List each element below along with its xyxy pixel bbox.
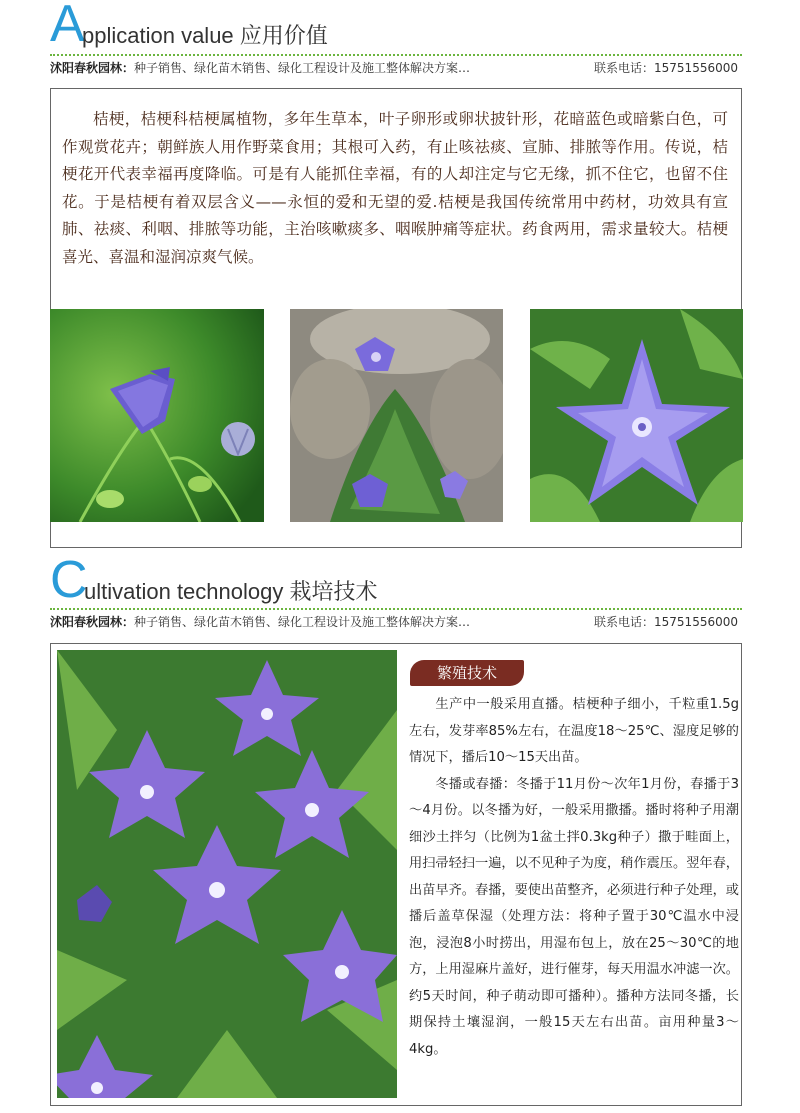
contact-phone: 联系电话：15751556000 [594,61,738,75]
section1-heading [50,0,450,54]
section2-title-cn: 栽培技术 [289,580,378,605]
photo-balloon-flower-bud [50,309,264,522]
propagation-tag: 繁殖技术 [410,660,524,686]
section1-title-en: pplication value [82,23,234,48]
section2-title-en: ultivation technology [84,579,284,604]
section2-divider [50,608,742,610]
application-paragraph: 桔梗，桔梗科桔梗属植物，多年生草本，叶子卵形或卵状披针形，花暗蓝色或暗紫白色，可作观赏花卉；朝鲜族人用作野菜食用；其根可入药，有止咳祛痰、宣肺、排脓等作用。传说，桔梗花开代表幸福再度降临。可是有人能抓住幸福，有的人却注定与它无缘，抓不住它，也留不住花。于是桔梗有着双层含义——永恒的爱和无望的爱.桔梗是我国传统常用中药材，功效具有宣肺、祛痰、利咽、排脓等功能，主治咳嗽痰多、咽喉肿痛等症状。药食两用，需求量较大。桔梗喜光、喜温和湿润凉爽气候。 [62,110,728,266]
section1-title-initial: A [50,0,85,53]
section1-divider [50,54,742,56]
photo-balloon-flower-cluster [57,650,397,1098]
photo-balloon-flower-bloom [530,309,743,522]
photo-balloon-flower-plant [290,309,503,522]
propagation-paragraph-1: 生产中一般采用直播。桔梗种子细小，千粒重1.5g左右，发芽率85%左右，在温度18～25℃、湿度足够的情况下，播后10～15天出苗。 [409,697,739,765]
section2-title-initial: C [50,551,88,609]
company-services: 种子销售、绿化苗木销售、绿化工程设计及施工整体解决方案… [134,61,471,75]
section2-company-line [50,612,742,632]
section2-heading [50,551,500,610]
contact-phone: 联系电话：15751556000 [594,615,738,629]
propagation-paragraph-2: 冬播或春播：冬播于11月份～次年1月份，春播于3～4月份。以冬播为好，一般采用撒播。播时将种子用潮细沙土拌匀（比例为1盆土拌0.3kg种子）撒于畦面上，用扫帚轻扫一遍，以不见种子为度，稍作震压。翌年春，出苗早齐。春播，要使出苗整齐，必须进行种子处理，或播后盖草保湿（处理方法：将种子置于30℃温水中浸泡，浸泡8小时捞出，用湿布包上，放在25～30℃的地方，上用湿麻片盖好，进行催芽，每天用温水冲滤一次。约5天时间，种子萌动即可播种）。播种方法同冬播，长期保持土壤湿润，一般15天左右出苗。亩用种量3～4kg。 [409,776,739,1057]
section1-title-cn: 应用价值 [239,24,328,49]
company-name: 沭阳春秋园林： [50,61,135,75]
company-services: 种子销售、绿化苗木销售、绿化工程设计及施工整体解决方案… [134,615,471,629]
company-name: 沭阳春秋园林： [50,615,135,629]
section1-company-line [50,58,742,78]
propagation-text [409,692,739,1063]
